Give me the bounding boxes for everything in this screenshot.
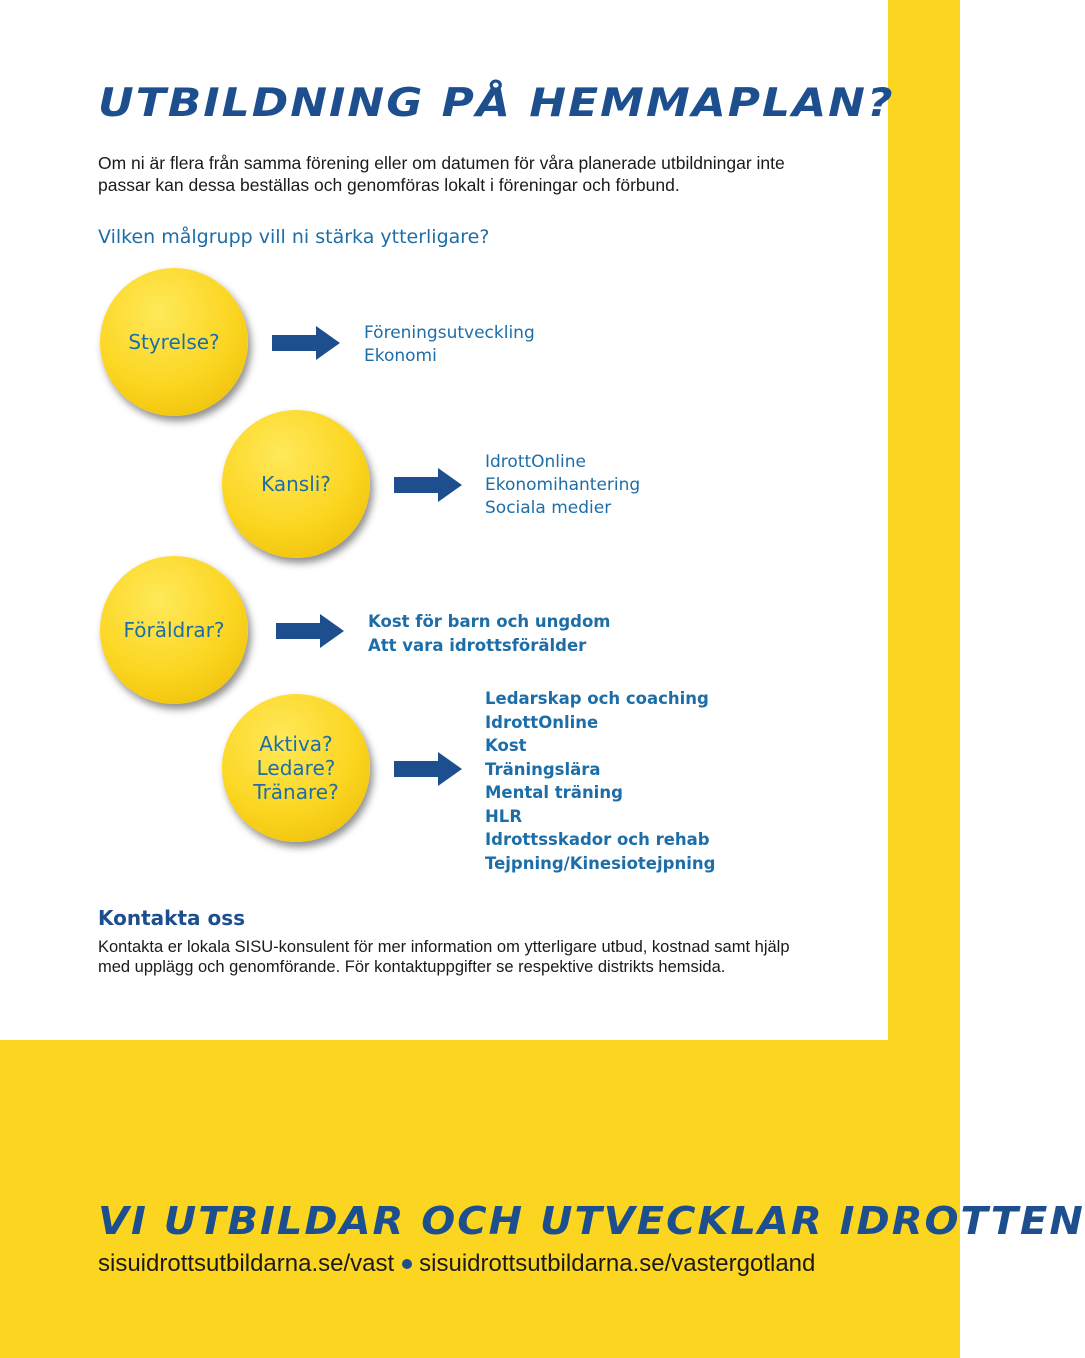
circle-styrelse xyxy=(100,268,248,416)
circle-label: Aktiva? xyxy=(259,732,333,756)
list-item: Idrottsskador och rehab xyxy=(485,830,710,849)
list-item: Ekonomi xyxy=(364,346,437,366)
list-item: Föreningsutveckling xyxy=(364,323,535,343)
yellow-bottom-band xyxy=(0,1040,960,1358)
list-item: Ledarskap och coaching xyxy=(485,689,709,708)
slogan: VI UTBILDAR OCH UTVECKLAR IDROTTEN xyxy=(98,1200,1085,1244)
target-group-question: Vilken målgrupp vill ni stärka ytterligare? xyxy=(98,226,490,248)
link-vast[interactable]: sisuidrottsutbildarna.se/vast xyxy=(98,1250,395,1277)
list-item: Träningslära xyxy=(485,759,601,779)
list-item: Kost xyxy=(485,736,527,755)
website-links xyxy=(98,1250,815,1278)
circle-label: Kansli? xyxy=(261,472,331,496)
styrelse-course-list xyxy=(364,322,535,368)
list-item: HLR xyxy=(485,806,523,826)
bullet-dot-icon xyxy=(402,1259,412,1269)
list-item: Mental träning xyxy=(485,783,623,802)
circle-kansli xyxy=(222,410,370,558)
aktiva-course-list xyxy=(485,687,715,875)
arrow-right-icon xyxy=(272,326,340,360)
circle-label: Styrelse? xyxy=(128,330,220,354)
list-item: Att vara idrottsförälder xyxy=(368,635,587,655)
arrow-right-icon xyxy=(394,752,462,786)
circle-label: Tränare? xyxy=(253,780,339,804)
list-item: Ekonomihantering xyxy=(485,475,641,495)
page-title: UTBILDNING PÅ HEMMAPLAN? xyxy=(98,80,895,126)
foraldrar-course-list xyxy=(368,610,611,657)
yellow-side-band xyxy=(888,0,960,1040)
kansli-course-list xyxy=(485,451,640,520)
contact-heading: Kontakta oss xyxy=(98,906,246,930)
circle-label: Föräldrar? xyxy=(123,618,225,642)
arrow-right-icon xyxy=(276,614,344,648)
circle-foraldrar xyxy=(100,556,248,704)
list-item: Tejpning/Kinesiotejpning xyxy=(485,853,716,873)
arrow-right-icon xyxy=(394,468,462,502)
list-item: IdrottOnline xyxy=(485,712,599,732)
circle-label: Ledare? xyxy=(256,756,336,780)
link-vastergotland[interactable]: sisuidrottsutbildarna.se/vastergotland xyxy=(419,1250,816,1277)
contact-text: Kontakta er lokala SISU-konsulent för mer information om ytterligare utbud, kostnad samt hjälp med upplägg och genomförande. För kontaktuppgifter se respektive distrikts hemsida. xyxy=(98,938,790,976)
list-item: Kost för barn och ungdom xyxy=(368,612,611,631)
circle-aktiva-ledare-tranare xyxy=(222,694,370,842)
intro-text: Om ni är flera från samma förening eller om datumen för våra planerade utbildningar inte passar kan dessa beställas och genomföras lokalt i föreningar och förbund. xyxy=(98,153,785,195)
list-item: IdrottOnline xyxy=(485,452,586,472)
circle-label-stack xyxy=(253,732,338,804)
list-item: Sociala medier xyxy=(485,498,612,518)
